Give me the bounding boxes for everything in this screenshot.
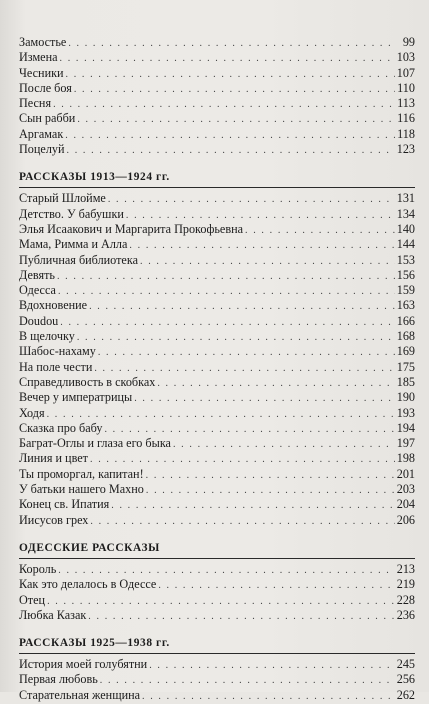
entry-page: 168 [396, 329, 415, 344]
entry-page: 175 [396, 359, 415, 374]
entry-page: 197 [396, 436, 415, 451]
toc-entry [19, 513, 415, 528]
leader-dots [173, 437, 395, 452]
toc-entry [19, 142, 415, 157]
entry-page: 118 [397, 126, 415, 141]
entry-page: 107 [396, 65, 415, 80]
leader-dots [58, 284, 395, 299]
toc-entry [19, 375, 415, 390]
toc-entry [19, 577, 415, 592]
toc-entry [19, 268, 415, 283]
entry-title: Первая любовь [19, 672, 98, 687]
toc-entry [19, 344, 415, 359]
section-heading: РАССКАЗЫ 1925—1938 гг. [19, 637, 170, 650]
entry-page: 194 [396, 420, 415, 435]
section-gap [19, 623, 415, 636]
leader-dots [142, 689, 395, 704]
section-heading: ОДЕССКИЕ РАССКАЗЫ [19, 541, 160, 554]
entry-title: Отец [19, 592, 46, 607]
entry-page: 204 [396, 497, 415, 512]
toc-entry [19, 191, 415, 206]
entry-page: 163 [396, 298, 415, 313]
entry-page: 201 [396, 466, 415, 481]
leader-dots [104, 422, 394, 437]
entry-title: Поцелуй [19, 142, 65, 157]
toc-entry [19, 283, 415, 298]
entry-title: Сын рабби [19, 111, 76, 126]
entry-title: Детство. У бабушки [19, 206, 124, 221]
entry-title: Старый Шлойме [19, 191, 106, 206]
toc-entry [19, 593, 415, 608]
section-heading: РАССКАЗЫ 1913—1924 гг. [19, 171, 170, 184]
entry-page: 262 [396, 687, 415, 702]
leader-dots [90, 514, 394, 529]
toc-section [19, 636, 415, 703]
leader-dots [134, 391, 395, 406]
leader-dots [108, 192, 395, 207]
entry-title: Одесса [19, 283, 56, 298]
leader-dots [94, 361, 394, 376]
leader-dots [111, 498, 394, 513]
entry-title: Измена [19, 50, 58, 65]
entry-title: Чесники [19, 65, 64, 80]
entry-title: Шабос-нахаму [19, 344, 96, 359]
entry-title: Любка Казак [19, 607, 87, 622]
entry-page: 153 [396, 252, 415, 267]
entry-title: Вечер у императрицы [19, 390, 133, 405]
toc-entry [19, 482, 415, 497]
leader-dots [65, 128, 395, 143]
entry-title: Ходя [19, 405, 45, 420]
leader-dots [90, 452, 395, 467]
toc-entry [19, 672, 415, 687]
leader-dots [98, 345, 395, 360]
entry-page: 113 [397, 96, 415, 111]
leader-dots [47, 407, 395, 422]
leader-dots [158, 578, 394, 593]
entry-title: Линия и цвет [19, 451, 88, 466]
entry-title: Справедливость в скобках [19, 374, 156, 389]
toc-entry [19, 467, 415, 482]
toc-section [19, 541, 415, 623]
leader-dots [74, 82, 395, 97]
entry-page: 169 [396, 344, 415, 359]
leader-dots [68, 36, 395, 51]
entry-page: 190 [396, 390, 415, 405]
entry-page: 103 [396, 50, 415, 65]
leader-dots [245, 223, 395, 238]
toc-entry [19, 657, 415, 672]
entry-title: Песня [19, 96, 52, 111]
entry-page: 156 [396, 267, 415, 282]
toc-entry [19, 421, 415, 436]
leader-dots [67, 143, 395, 158]
entry-page: 166 [396, 313, 415, 328]
leader-dots [77, 330, 395, 345]
entry-page: 159 [396, 283, 415, 298]
toc-entry [19, 562, 415, 577]
toc-entry [19, 451, 415, 466]
entry-title: Ты проморгал, капитан! [19, 466, 144, 481]
entry-title: Конец св. Ипатия [19, 497, 110, 512]
toc-entry [19, 390, 415, 405]
toc-entry [19, 207, 415, 222]
leader-dots [66, 67, 395, 82]
section-gap [19, 157, 415, 170]
entry-title: Иисусов грех [19, 512, 89, 527]
toc-entry [19, 688, 415, 703]
entry-page: 116 [397, 111, 415, 126]
entry-page: 206 [396, 512, 415, 527]
entry-page: 110 [397, 80, 415, 95]
leader-dots [88, 609, 394, 624]
leader-dots [57, 269, 395, 284]
entry-page: 193 [396, 405, 415, 420]
entry-page: 219 [396, 577, 415, 592]
leader-dots [126, 208, 395, 223]
entry-title: Замостье [19, 35, 67, 49]
toc-section [19, 170, 415, 528]
entry-page: 134 [396, 206, 415, 221]
toc-entry [19, 436, 415, 451]
entry-page: 123 [396, 142, 415, 157]
entry-title: Сказка про бабу [19, 420, 103, 435]
toc-entry [19, 111, 415, 126]
leader-dots [77, 112, 395, 127]
entry-title: Баграт-Оглы и глаза его быка [19, 436, 171, 451]
entry-page: 245 [396, 657, 415, 672]
leader-dots [53, 97, 395, 112]
toc-entry [19, 96, 415, 111]
toc-entry [19, 329, 415, 344]
leader-dots [146, 483, 395, 498]
entry-title: Вдохновение [19, 298, 88, 313]
entry-title: Публичная библиотека [19, 252, 138, 267]
entry-page: 144 [396, 237, 415, 252]
entry-page: 256 [396, 672, 415, 687]
toc-entry [19, 222, 415, 237]
entry-title: История моей голубятни [19, 657, 148, 672]
toc-entry [19, 81, 415, 96]
toc-entry [19, 50, 415, 65]
toc-entry [19, 298, 415, 313]
entry-page: 236 [396, 607, 415, 622]
entry-title: Мама, Римма и Алла [19, 237, 128, 252]
toc-entry [19, 608, 415, 623]
entry-page: 140 [396, 221, 415, 236]
toc-entry [19, 406, 415, 421]
entry-title: Девять [19, 267, 55, 282]
section-gap [19, 528, 415, 541]
leader-dots [60, 315, 394, 330]
entry-title: У батьки нашего Махно [19, 482, 144, 497]
toc-entry [19, 127, 415, 142]
toc-entry [19, 237, 415, 252]
entry-title: Элья Исаакович и Маргарита Прокофьевна [19, 221, 244, 236]
toc-entry [19, 497, 415, 512]
leader-dots [146, 468, 395, 483]
entry-page: 99 [402, 35, 415, 49]
entry-page: 185 [396, 374, 415, 389]
toc-entry [19, 360, 415, 375]
entry-title: В щелочку [19, 329, 75, 344]
toc-entry [19, 66, 415, 81]
toc-entry [19, 314, 415, 329]
leader-dots [149, 658, 395, 673]
leader-dots [58, 563, 394, 578]
entry-page: 203 [396, 482, 415, 497]
entry-page: 198 [396, 451, 415, 466]
entry-title: Король [19, 561, 57, 576]
leader-dots [140, 254, 395, 269]
toc-entry [19, 35, 415, 50]
entry-title: Как это делалось в Одессе [19, 577, 157, 592]
leader-dots [129, 238, 394, 253]
leader-dots [47, 594, 395, 609]
entry-title: Старательная женщина [19, 687, 141, 702]
toc-section [19, 35, 415, 157]
entry-page: 131 [396, 191, 415, 206]
entry-title: На поле чести [19, 359, 93, 374]
leader-dots [89, 299, 395, 314]
entry-title: Doudou [19, 313, 59, 328]
entry-page: 213 [396, 561, 415, 576]
leader-dots [60, 51, 395, 66]
entry-page: 228 [396, 592, 415, 607]
entry-title: После боя [19, 80, 72, 95]
leader-dots [157, 376, 394, 391]
leader-dots [100, 673, 395, 688]
toc-entry [19, 253, 415, 268]
entry-title: Аргамак [19, 126, 64, 141]
